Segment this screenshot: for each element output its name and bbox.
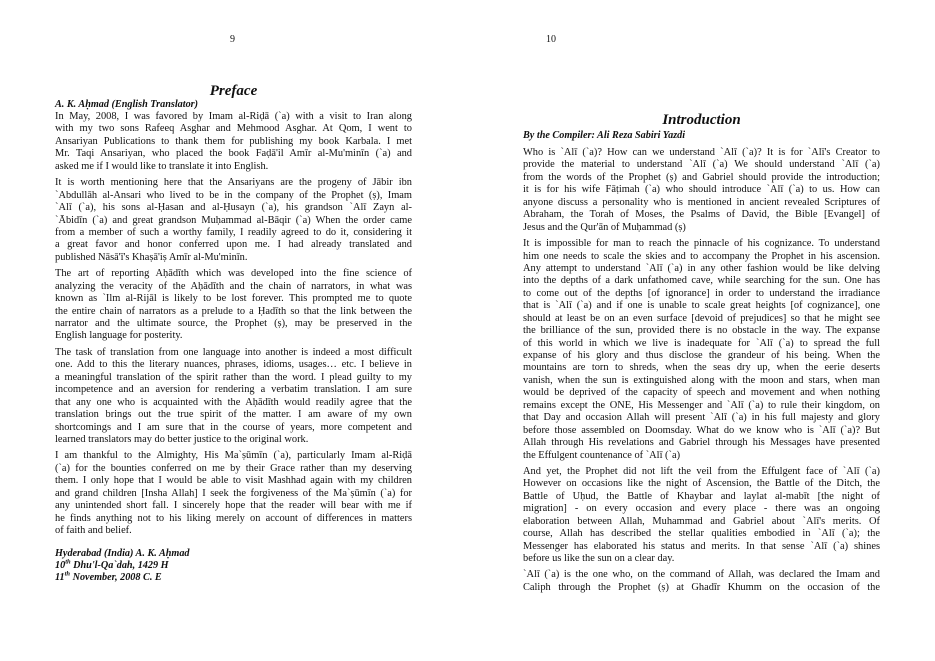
signature-place-name: Hyderabad (India) A. K. Aḥmad	[55, 548, 190, 559]
text-line: known as `Ilm al-Rijāl is likely to be lost forever. This prompted me to quote	[55, 293, 412, 305]
text-line: mountains are torn to shreds, when the seas dry up, when the eerie deserts	[523, 362, 880, 374]
paragraph	[55, 450, 412, 537]
text-line: The art of reporting Aḥādīth which was developed into the fine science of	[55, 268, 412, 280]
text-line: Mr. Taqi Ansariyan, who placed the book Faḍā'il Amīr al-Mu'minīn (`a) and	[55, 148, 412, 160]
text-line: `Alī (`a) is the one who, on the command of Allah, was declared the Imam and	[523, 569, 880, 581]
page-title: Introduction	[662, 112, 741, 128]
text-line: However on occasions like the night of Ascension, the Battle of the Ditch, the	[523, 478, 880, 490]
text-line: of this world in which we live is inadequate for `Alī (`a) to spread the full	[523, 337, 880, 349]
text-line: I am thankful to the Almighty, His Ma`ṣūmīn (`a), particularly Imam al-Riḍā	[55, 450, 412, 462]
text-line: provide the material to understand `Alī (`a) We should understand `Alī (`a)	[523, 159, 880, 171]
text-line: a meaningful translation of the spirit rather than the word. I plead guilty to my	[55, 371, 412, 383]
author-byline: A. K. Aḥmad (English Translator)	[55, 99, 199, 110]
text-line: It is impossible for man to reach the pinnacle of his cognizance. To understand	[523, 238, 880, 250]
text-line: would be deprived of the capacity of speech and movement and when nothing	[523, 387, 880, 399]
body-text	[523, 147, 880, 598]
paragraph	[523, 466, 880, 566]
text-line: Messenger has elaborated his status and merits. In that sense `Alī (`a) shines	[523, 540, 880, 552]
text-line: it is for his wife Fāṭimah (`a) who should introduce `Alī (`a) to us. How can	[523, 184, 880, 196]
date-text: November, 2008 C. E	[70, 572, 162, 583]
text-line: incompetence and an aversion for rendering a verbatim translation. I am sure	[55, 384, 412, 396]
text-line: vanish, when the sun is extinguished along with the moon and stars, when man	[523, 374, 880, 386]
date-number: 10	[55, 560, 66, 571]
text-line: any unintended short fall. I sincerely hope that the reader will bear with me if	[55, 500, 412, 512]
text-line: of faith and belief.	[55, 525, 132, 536]
text-line: him one needs to scale the skies and to accompany the Prophet in his ascension.	[523, 250, 880, 262]
text-line: (`a) for the bounties conferred on me by their Grace rather than my deserving	[55, 462, 412, 474]
text-line: `Alī (`a), his sons al-Ḥasan and al-Ḥusayn (`a), his grandson `Alī Zayn al-	[55, 202, 412, 214]
text-line: learned translators may do better justice to the original work.	[55, 433, 309, 445]
text-line: In May, 2008, I was favored by Imam al-Riḍā (`a) with a visit to Iran along	[55, 111, 412, 122]
paragraph	[523, 569, 880, 594]
paragraph	[523, 147, 880, 234]
text-line: Jesus and the Qur'ān of Muḥammad (ṣ)	[523, 221, 686, 233]
text-line: It is worth mentioning here that the Ansariyans are the progeny of Jābir ibn	[55, 177, 412, 189]
text-line: anyone discuss a personality who is mentioned in ancient revealed Scriptures of	[523, 196, 880, 208]
paragraph	[55, 111, 412, 173]
text-line: published Nāsā'ī's Khaṣā'iṣ Amīr al-Mu'minīn.	[55, 251, 248, 263]
signature-hijri-date	[55, 560, 190, 572]
text-line: that Day and occasion Allah will present `Alī (`a) in his full majesty and glory	[523, 412, 880, 424]
text-line: before us like the sun on a clear day.	[523, 553, 675, 564]
date-text: Dhu'l-Qa`dah, 1429 H	[70, 560, 169, 571]
page-title: Preface	[209, 83, 258, 99]
text-line: and grand children [Insha Allah] I seek the forgiveness of the Ma`ṣūmīn (`a) for	[55, 487, 412, 499]
text-line: them. I only hope that I would be able to visit Mashhad again with my children	[55, 475, 412, 487]
body-text	[55, 111, 412, 541]
text-line: translation brings out the true spirit of the matter. I am aware of my own	[55, 409, 412, 421]
text-line: asked me if I would like to translate it into English.	[55, 160, 269, 172]
paragraph	[55, 347, 412, 447]
paragraph	[523, 238, 880, 462]
text-line: analyzing the veracity of the Aḥādīth and the chain of narrators, in what was	[55, 280, 412, 292]
text-line: one. Add to this the literary nuances, phrases, idioms, usages… etc. I believe in	[55, 359, 412, 371]
paragraph	[55, 268, 412, 343]
text-line: course, Allah has described the stellar qualities embodied in `Alī (`a); the	[523, 528, 880, 540]
text-line: remains except the ONE, His Messenger and `Alī (`a) to rule their kingdom, on	[523, 399, 880, 411]
text-line: to come out of the depths [of ignorance] in order to understand the irradiance	[523, 287, 880, 299]
text-line: Abraham, the Torah of Moses, the Psalms of David, the Bible [Evangel] of	[523, 209, 880, 221]
text-line: Ansariyan Publications to thank them for publishing my book Karbala. I met	[55, 135, 412, 147]
text-line: he finds anything not to his liking merely on account of differences in matters	[55, 512, 412, 524]
text-line: elaboration between Allah, Muhammad and Gabriel about `Alī's merits. Of	[523, 515, 880, 527]
text-line: from a member of such a worthy family, I readily agreed to do it, considering it	[55, 226, 412, 238]
text-line: migration] - on every occasion and every place - there was an ongoing	[523, 503, 880, 515]
text-line: Any attempt to understand `Alī (`a) in any other fashion would be like delving	[523, 262, 880, 274]
text-line: with my two sons Rafeeq Asghar and Mehmood Asghar. At Qom, I went to	[55, 123, 412, 135]
date-ordinal: th	[64, 570, 71, 578]
date-number: 11	[55, 572, 65, 583]
text-line: And yet, the Prophet did not lift the veil from the Effulgent face of `Alī (`a)	[523, 465, 880, 477]
author-byline: By the Compiler: Ali Reza Sabiri Yazdi	[523, 130, 686, 141]
text-line: `Ābidīn (`a) and great grandson Muḥammad al-Bāqir (`a) When the order came	[55, 214, 412, 226]
paragraph	[55, 177, 412, 264]
text-line: that any one who is acquainted with the Aḥādīth would readily agree that the	[55, 396, 412, 408]
text-line: before those assembled on Doomsday. What do we know who is `Alī (`a)? But	[523, 424, 880, 436]
signature-gregorian-date	[55, 572, 190, 584]
text-line: the Effulgent countenance of `Alī (`a)	[523, 449, 681, 461]
text-line: that is `Alī (`a) and if one is unable to scale great heights [of cognizance], one	[523, 300, 880, 312]
text-line: Caliph through the Prophet (ṣ) at Ghadīr Khumm on the occasion of the	[523, 581, 880, 593]
page-number: 9	[230, 34, 235, 45]
text-line: should at least be on an even surface [devoid of prejudices] so that he might see	[523, 312, 880, 324]
text-line: Allah through His revelations and Gabriel through his Messages have presented	[523, 437, 880, 449]
text-line: a great favor and honor conferred upon me. I had already translated and	[55, 239, 412, 251]
text-line: shortcomings and I am sure that in the course of years, more competent and	[55, 421, 412, 433]
text-line: English language for posterity.	[55, 330, 183, 342]
text-line: expanse of his glory and thus disclose the grandeur of his being. When the	[523, 350, 880, 361]
text-line: `Abdullāh al-Ansari who lived to be in the company of the Prophet (ṣ), Imam	[55, 189, 412, 201]
text-line: Battle of Uḥud, the Battle of Khaybar and laylat al-mabīt [the night of	[523, 490, 880, 502]
signature-block	[55, 548, 190, 584]
text-line: the entire chain of narrators as a prelude to a Ḥadīth so that the link between the	[55, 305, 412, 317]
text-line: The task of translation from one language into another is indeed a most difficult	[55, 346, 412, 358]
text-line: Who is `Alī (`a)? How can we understand `Alī (`a)? It is for `Alī's Creator to	[523, 147, 880, 158]
text-line: into the depths of a dark unfathomed cave, while searching for the sun. One has	[523, 275, 880, 287]
text-line: from the words of the Prophet (ṣ) and Gabriel should provide the introduction;	[523, 171, 880, 183]
text-line: narrator and the ultimate source, the Prophet (ṣ), may be preserved in the	[55, 318, 412, 329]
text-line: the brilliance of the sun, provided there is no obstacle in the way. The expanse	[523, 325, 880, 337]
date-ordinal: th	[65, 558, 71, 566]
page-number: 10	[546, 34, 556, 45]
